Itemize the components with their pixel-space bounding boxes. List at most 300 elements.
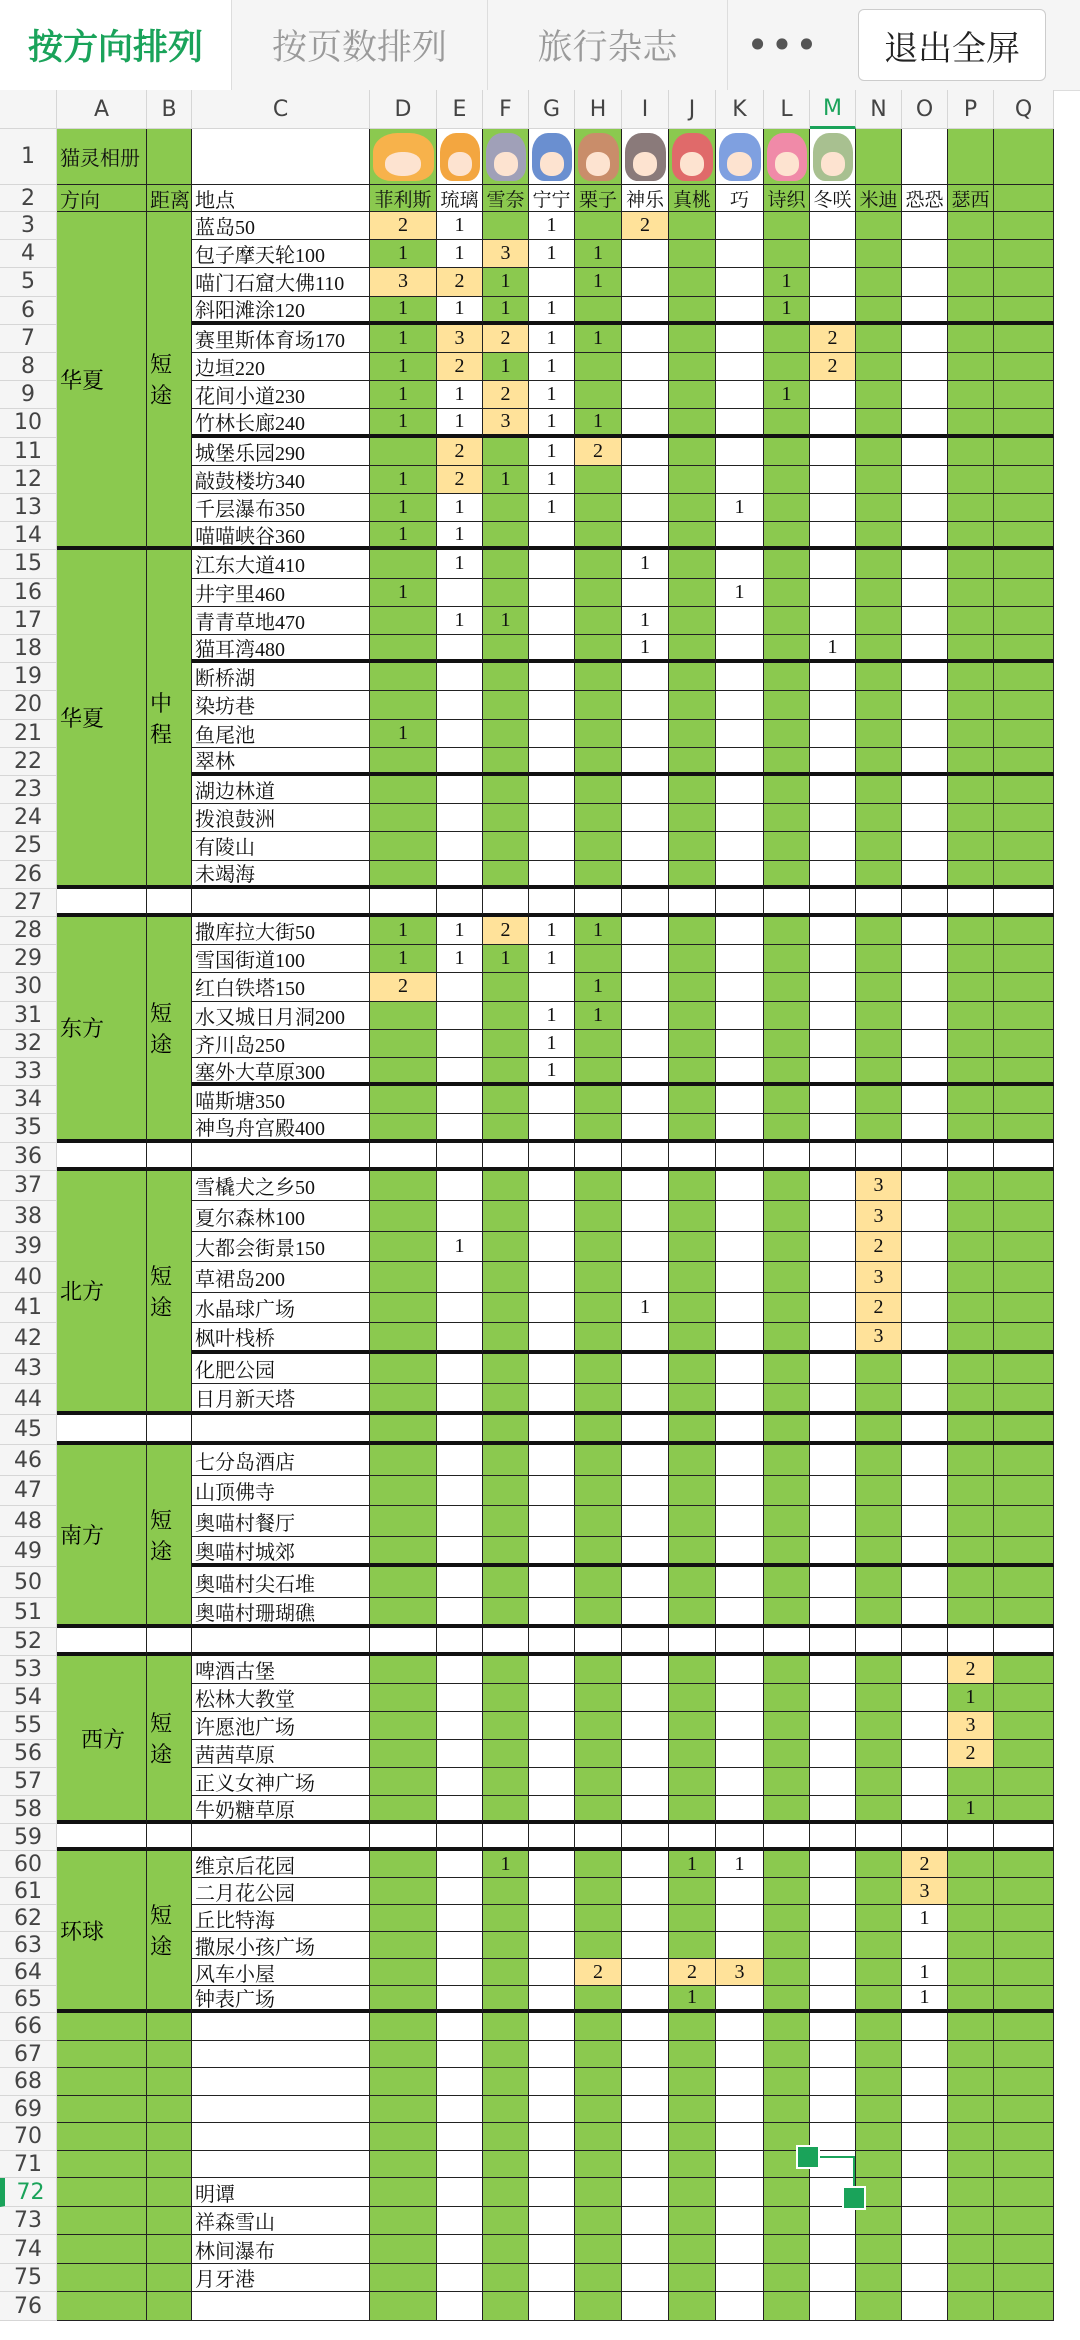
count-cell[interactable] [575,1086,622,1114]
count-cell[interactable] [575,2068,622,2096]
count-cell[interactable] [575,2264,622,2293]
count-cell[interactable] [764,663,810,691]
count-cell[interactable] [856,1086,902,1114]
cell[interactable] [764,1628,810,1656]
count-cell[interactable] [669,720,716,748]
count-cell[interactable] [437,861,483,889]
cell[interactable] [994,2207,1054,2236]
count-cell[interactable] [575,1598,622,1629]
count-cell[interactable] [902,550,948,578]
count-cell[interactable] [575,1323,622,1354]
cell[interactable] [529,1628,575,1656]
count-cell[interactable] [948,2235,994,2264]
count-cell[interactable] [716,1114,764,1142]
cell[interactable] [147,1628,192,1656]
row-header-40[interactable]: 40 [0,1262,57,1293]
cell[interactable] [437,1824,483,1851]
count-cell[interactable] [370,1537,437,1568]
cell[interactable] [994,522,1054,550]
count-cell[interactable] [810,494,856,522]
place-name[interactable]: 神鸟舟宫殿400 [192,1114,370,1142]
cell[interactable] [902,1415,948,1446]
count-cell[interactable] [948,1086,994,1114]
row-header-2[interactable]: 2 [0,185,57,212]
count-cell[interactable] [669,240,716,268]
count-cell[interactable] [902,240,948,268]
count-cell[interactable] [437,2178,483,2207]
count-cell[interactable] [669,2068,716,2096]
count-cell[interactable] [437,1878,483,1905]
count-cell[interactable]: 1 [529,438,575,466]
distance-group-cell[interactable]: 短途 [147,1171,192,1415]
count-cell[interactable] [483,494,529,522]
count-cell[interactable] [810,268,856,296]
count-cell[interactable] [437,1851,483,1878]
row-header-42[interactable]: 42 [0,1323,57,1354]
count-cell[interactable] [764,466,810,494]
count-cell[interactable] [483,2096,529,2124]
cell[interactable] [994,1824,1054,1851]
cell[interactable] [57,2041,147,2069]
count-cell[interactable] [856,917,902,945]
count-cell[interactable] [948,1878,994,1905]
count-cell[interactable] [810,1537,856,1568]
count-cell[interactable] [764,1002,810,1030]
count-cell[interactable] [370,635,437,663]
count-cell[interactable] [716,2041,764,2069]
count-cell[interactable] [575,1878,622,1905]
count-cell[interactable] [948,607,994,635]
cell[interactable] [856,1824,902,1851]
cell[interactable] [57,2151,147,2179]
count-cell[interactable] [716,1232,764,1263]
count-cell[interactable] [764,2096,810,2124]
row-header-52[interactable]: 52 [0,1628,57,1656]
count-cell[interactable] [716,240,764,268]
cell[interactable] [57,2178,147,2207]
count-cell[interactable] [669,1114,716,1142]
count-cell[interactable] [856,1002,902,1030]
count-cell[interactable] [902,607,948,635]
count-cell[interactable] [810,1232,856,1263]
count-cell[interactable]: 1 [370,720,437,748]
cell[interactable] [994,438,1054,466]
row-header-54[interactable]: 54 [0,1684,57,1712]
count-cell[interactable] [575,1796,622,1824]
count-cell[interactable]: 1 [575,973,622,1001]
count-cell[interactable] [716,1506,764,1537]
cell[interactable] [529,1143,575,1171]
count-cell[interactable] [529,1986,575,2013]
count-cell[interactable] [575,1030,622,1058]
count-cell[interactable] [669,607,716,635]
count-cell[interactable] [575,466,622,494]
count-cell[interactable] [902,579,948,607]
count-cell[interactable] [810,1030,856,1058]
cell[interactable] [994,1567,1054,1598]
count-cell[interactable]: 1 [437,1232,483,1263]
cell[interactable] [622,1628,669,1656]
count-cell[interactable] [716,1712,764,1740]
count-cell[interactable] [948,2041,994,2069]
cell[interactable] [902,889,948,917]
count-cell[interactable] [370,438,437,466]
count-cell[interactable] [669,2292,716,2321]
cell[interactable] [810,1415,856,1446]
row-header-53[interactable]: 53 [0,1656,57,1684]
cell[interactable] [994,268,1054,296]
count-cell[interactable] [764,1201,810,1232]
count-cell[interactable] [764,240,810,268]
count-cell[interactable] [370,1354,437,1385]
cell[interactable] [994,832,1054,860]
count-cell[interactable]: 1 [764,297,810,325]
count-cell[interactable] [669,1567,716,1598]
count-cell[interactable] [902,1002,948,1030]
count-cell[interactable] [902,1932,948,1959]
count-cell[interactable]: 1 [529,494,575,522]
cell[interactable] [716,1415,764,1446]
cell[interactable] [483,889,529,917]
count-cell[interactable] [483,663,529,691]
place-name[interactable]: 有陵山 [192,832,370,860]
count-cell[interactable]: 2 [437,353,483,381]
count-cell[interactable] [948,1537,994,1568]
cell[interactable] [994,973,1054,1001]
count-cell[interactable] [529,2013,575,2041]
count-cell[interactable] [810,2041,856,2069]
cell[interactable] [575,1143,622,1171]
count-cell[interactable] [856,1796,902,1824]
place-name[interactable] [192,2096,370,2124]
count-cell[interactable] [370,1567,437,1598]
count-cell[interactable]: 3 [948,1712,994,1740]
column-header-b[interactable]: B [147,90,192,129]
count-cell[interactable] [669,466,716,494]
count-cell[interactable] [764,353,810,381]
count-cell[interactable] [856,2264,902,2293]
count-cell[interactable] [622,776,669,804]
count-cell[interactable] [370,2151,437,2179]
count-cell[interactable] [902,1171,948,1202]
cell[interactable] [994,1684,1054,1712]
cell[interactable] [147,2068,192,2096]
cell[interactable] [529,1824,575,1851]
column-header-k[interactable]: K [716,90,764,129]
count-cell[interactable] [856,2207,902,2236]
count-cell[interactable] [764,1851,810,1878]
count-cell[interactable] [437,973,483,1001]
row-header-44[interactable]: 44 [0,1384,57,1415]
count-cell[interactable] [669,381,716,409]
count-cell[interactable] [669,2096,716,2124]
column-header-l[interactable]: L [764,90,810,129]
place-name[interactable]: 七分岛酒店 [192,1445,370,1476]
count-cell[interactable] [370,1768,437,1796]
count-cell[interactable] [575,804,622,832]
cell[interactable] [437,1415,483,1446]
count-cell[interactable] [483,1354,529,1385]
row-header-3[interactable]: 3 [0,212,57,240]
cell[interactable] [669,1628,716,1656]
count-cell[interactable]: 3 [856,1262,902,1293]
count-cell[interactable]: 2 [902,1851,948,1878]
place-name[interactable]: 奥喵村珊瑚礁 [192,1598,370,1629]
count-cell[interactable] [948,212,994,240]
count-cell[interactable] [370,2096,437,2124]
count-cell[interactable] [856,1768,902,1796]
count-cell[interactable] [948,1262,994,1293]
count-cell[interactable] [529,748,575,776]
place-name[interactable]: 断桥湖 [192,663,370,691]
count-cell[interactable]: 2 [437,268,483,296]
count-cell[interactable] [622,2207,669,2236]
count-cell[interactable] [716,1768,764,1796]
place-name[interactable]: 斜阳滩涂120 [192,297,370,325]
cell[interactable] [994,2264,1054,2293]
cell[interactable] [529,1415,575,1446]
count-cell[interactable]: 2 [437,466,483,494]
count-cell[interactable] [856,1712,902,1740]
count-cell[interactable] [764,945,810,973]
count-cell[interactable] [716,1476,764,1507]
count-cell[interactable] [810,1959,856,1986]
count-cell[interactable] [856,268,902,296]
place-name[interactable] [192,2068,370,2096]
place-name[interactable]: 大都会街景150 [192,1232,370,1263]
place-name[interactable]: 蓝岛50 [192,212,370,240]
count-cell[interactable] [483,1232,529,1263]
count-cell[interactable] [622,1796,669,1824]
count-cell[interactable] [370,1506,437,1537]
count-cell[interactable] [622,2151,669,2179]
cell[interactable] [994,1740,1054,1768]
cell[interactable] [948,1628,994,1656]
place-name[interactable]: 奥喵村餐厅 [192,1506,370,1537]
cell[interactable] [994,1476,1054,1507]
count-cell[interactable] [716,832,764,860]
cell[interactable] [994,945,1054,973]
count-cell[interactable] [902,2292,948,2321]
count-cell[interactable] [716,2264,764,2293]
count-cell[interactable] [856,1114,902,1142]
cell[interactable] [370,1143,437,1171]
cell[interactable] [856,1628,902,1656]
count-cell[interactable] [483,2123,529,2151]
count-cell[interactable]: 1 [575,1002,622,1030]
count-cell[interactable] [437,1293,483,1324]
cell[interactable] [994,2151,1054,2179]
cell[interactable] [483,1628,529,1656]
count-cell[interactable] [575,522,622,550]
cell[interactable] [994,1986,1054,2013]
count-cell[interactable] [902,748,948,776]
count-cell[interactable] [483,2013,529,2041]
cell[interactable] [994,1143,1054,1171]
count-cell[interactable] [856,1567,902,1598]
count-cell[interactable] [669,1232,716,1263]
count-cell[interactable] [948,663,994,691]
count-cell[interactable] [716,1878,764,1905]
row-header-11[interactable]: 11 [0,438,57,466]
count-cell[interactable]: 2 [483,917,529,945]
count-cell[interactable] [856,2123,902,2151]
row-header-31[interactable]: 31 [0,1002,57,1030]
distance-group-cell[interactable]: 短途 [147,1851,192,2013]
row-header-67[interactable]: 67 [0,2041,57,2069]
count-cell[interactable]: 2 [622,212,669,240]
cell[interactable] [994,2041,1054,2069]
count-cell[interactable] [856,240,902,268]
cell[interactable] [147,2013,192,2041]
count-cell[interactable]: 2 [669,1959,716,1986]
count-cell[interactable] [370,2123,437,2151]
count-cell[interactable] [669,1445,716,1476]
count-cell[interactable] [716,2096,764,2124]
count-cell[interactable] [575,297,622,325]
count-cell[interactable] [902,2151,948,2179]
count-cell[interactable] [948,917,994,945]
cell[interactable] [902,1824,948,1851]
count-cell[interactable]: 1 [902,1905,948,1932]
cell[interactable] [994,1628,1054,1656]
count-cell[interactable] [622,1740,669,1768]
count-cell[interactable] [437,1114,483,1142]
count-cell[interactable] [902,2041,948,2069]
count-cell[interactable] [716,917,764,945]
place-name[interactable]: 山顶佛寺 [192,1476,370,1507]
column-header-f[interactable]: F [483,90,529,129]
count-cell[interactable] [716,353,764,381]
sheet-corner[interactable] [0,90,57,129]
header-distance[interactable]: 距离 [147,185,192,212]
count-cell[interactable] [669,776,716,804]
count-cell[interactable] [716,1932,764,1959]
count-cell[interactable] [437,579,483,607]
count-cell[interactable] [856,1384,902,1415]
count-cell[interactable]: 1 [529,1058,575,1086]
row-header-68[interactable]: 68 [0,2068,57,2096]
cell[interactable] [57,2207,147,2236]
cell[interactable] [994,1323,1054,1354]
row-header-49[interactable]: 49 [0,1537,57,1568]
count-cell[interactable] [669,522,716,550]
count-cell[interactable] [764,1058,810,1086]
count-cell[interactable] [810,917,856,945]
count-cell[interactable] [764,1959,810,1986]
count-cell[interactable] [716,2151,764,2179]
count-cell[interactable] [669,494,716,522]
place-name[interactable]: 正义女神广场 [192,1768,370,1796]
count-cell[interactable] [902,1537,948,1568]
count-cell[interactable] [669,635,716,663]
count-cell[interactable] [948,579,994,607]
cell[interactable] [483,1824,529,1851]
cell[interactable] [994,2096,1054,2124]
count-cell[interactable] [810,720,856,748]
count-cell[interactable] [437,1476,483,1507]
count-cell[interactable] [483,1114,529,1142]
count-cell[interactable] [810,1684,856,1712]
count-cell[interactable] [622,1201,669,1232]
count-cell[interactable]: 1 [370,466,437,494]
cell[interactable] [994,691,1054,719]
direction-group-cell[interactable]: 华夏 [57,550,147,888]
row-header-64[interactable]: 64 [0,1959,57,1986]
count-cell[interactable] [716,1740,764,1768]
cell[interactable] [994,1506,1054,1537]
count-cell[interactable]: 1 [948,1796,994,1824]
row-header-23[interactable]: 23 [0,776,57,804]
count-cell[interactable] [810,1598,856,1629]
place-name[interactable] [192,2151,370,2179]
cell[interactable] [994,494,1054,522]
count-cell[interactable] [669,1905,716,1932]
distance-group-cell[interactable]: 短途 [147,212,192,550]
count-cell[interactable] [370,1986,437,2013]
count-cell[interactable] [810,804,856,832]
count-cell[interactable] [856,579,902,607]
count-cell[interactable] [622,2178,669,2207]
count-cell[interactable] [669,1201,716,1232]
count-cell[interactable] [764,1354,810,1385]
cell[interactable] [994,325,1054,353]
place-name[interactable]: 草裙岛200 [192,1262,370,1293]
count-cell[interactable]: 1 [483,945,529,973]
place-name[interactable]: 雪橇犬之乡50 [192,1171,370,1202]
count-cell[interactable] [902,1114,948,1142]
count-cell[interactable] [575,1445,622,1476]
count-cell[interactable] [370,691,437,719]
count-cell[interactable] [902,522,948,550]
count-cell[interactable] [902,1384,948,1415]
count-cell[interactable] [483,1768,529,1796]
count-cell[interactable]: 3 [437,325,483,353]
row-header-61[interactable]: 61 [0,1878,57,1905]
count-cell[interactable] [902,2178,948,2207]
count-cell[interactable] [902,325,948,353]
count-cell[interactable] [902,861,948,889]
count-cell[interactable] [575,1768,622,1796]
count-cell[interactable]: 2 [810,353,856,381]
count-cell[interactable] [948,522,994,550]
row-header-46[interactable]: 46 [0,1445,57,1476]
count-cell[interactable] [716,1384,764,1415]
cell[interactable] [810,1628,856,1656]
count-cell[interactable] [948,748,994,776]
place-name[interactable]: 奥喵村城郊 [192,1537,370,1568]
count-cell[interactable] [437,748,483,776]
count-cell[interactable]: 1 [437,409,483,437]
count-cell[interactable] [810,2292,856,2321]
count-cell[interactable] [948,1293,994,1324]
count-cell[interactable] [437,2151,483,2179]
count-cell[interactable] [856,1354,902,1385]
place-name[interactable]: 枫叶栈桥 [192,1323,370,1354]
count-cell[interactable] [437,691,483,719]
count-cell[interactable] [370,1851,437,1878]
count-cell[interactable] [764,748,810,776]
count-cell[interactable] [529,607,575,635]
count-cell[interactable] [483,1262,529,1293]
cell[interactable] [192,1415,370,1446]
count-cell[interactable] [529,1537,575,1568]
cell[interactable] [994,1537,1054,1568]
count-cell[interactable] [948,804,994,832]
count-cell[interactable] [370,1878,437,1905]
count-cell[interactable]: 1 [437,607,483,635]
count-cell[interactable] [948,2151,994,2179]
